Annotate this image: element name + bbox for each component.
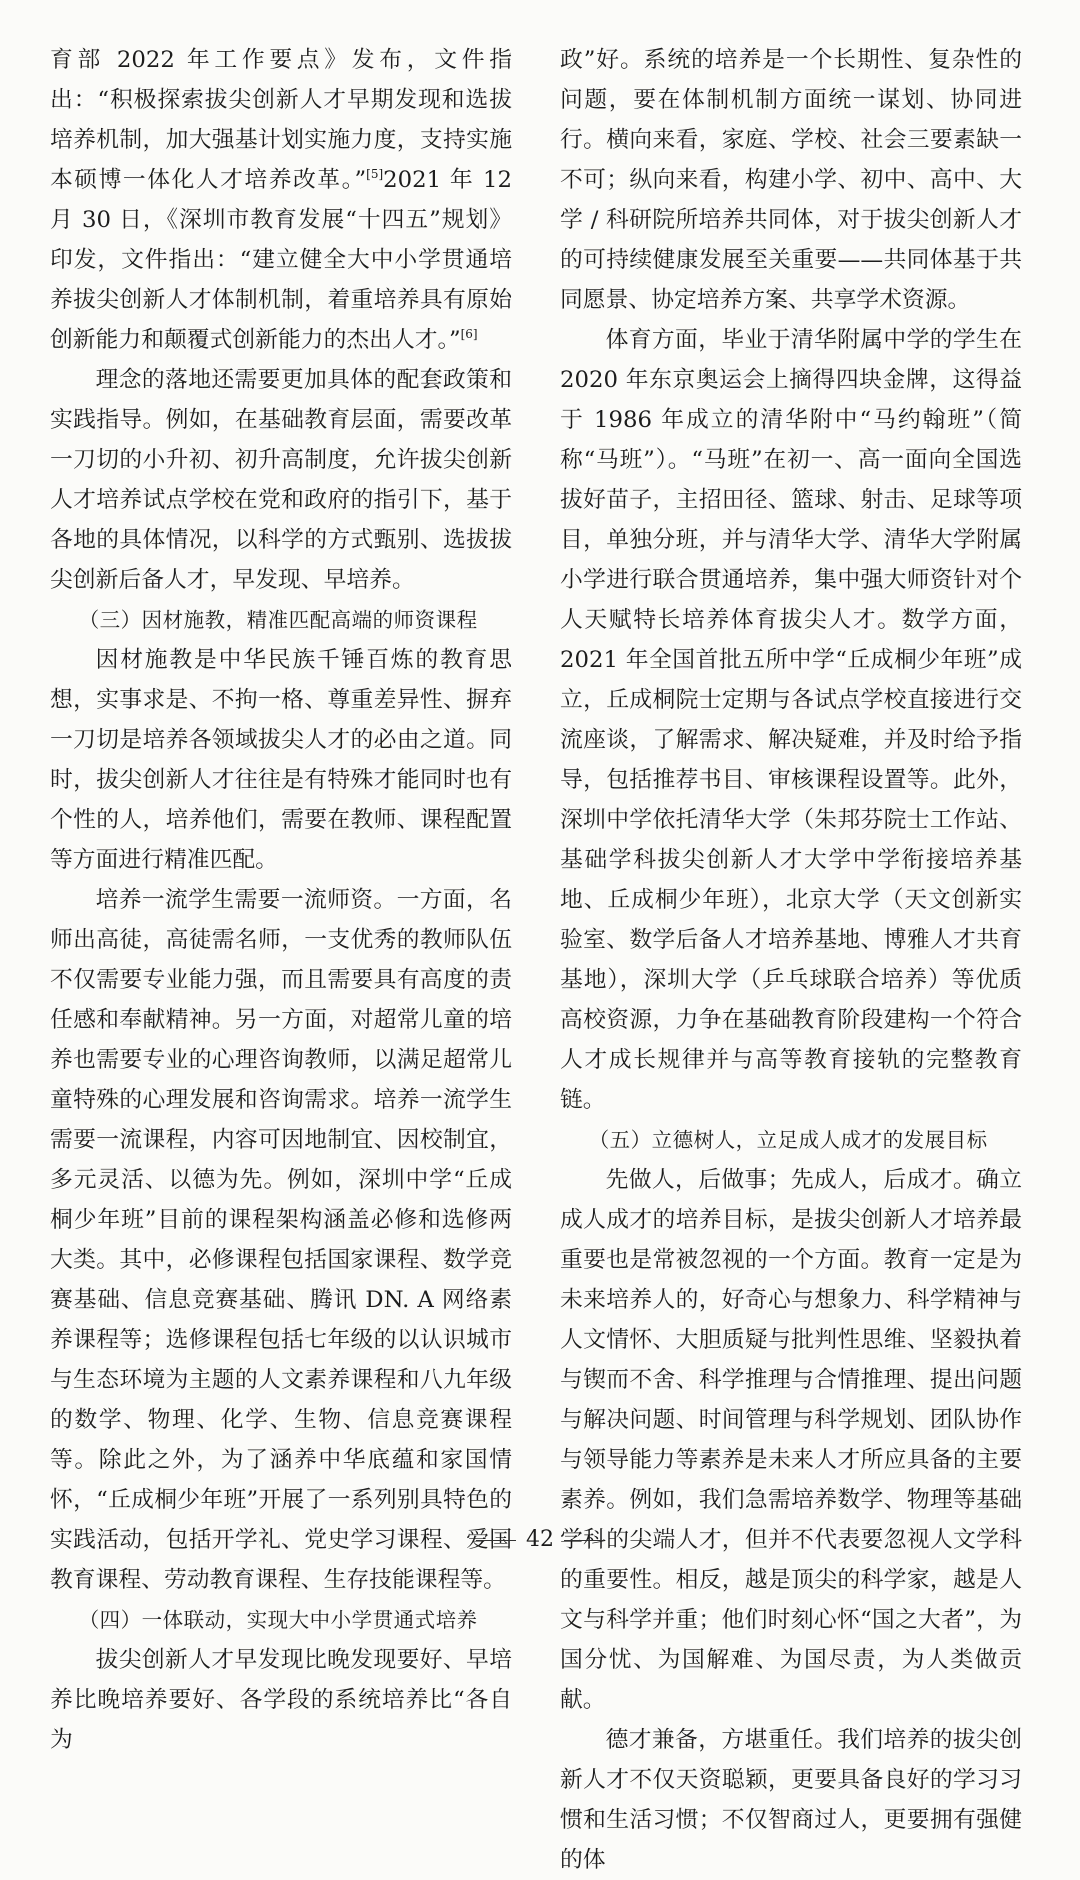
page-number: 42 bbox=[526, 1527, 554, 1552]
paragraph: 先做人，后做事；先成人，后成才。确立成人成才的培养目标，是拔尖创新人才培养最重要也是常被忽视的一个方面。教育一定是为未来培养人的，好奇心与想象力、科学精神与人文情怀、大胆质疑与批判性思维、坚毅执着与锲而不舍、科学推理与合情推理、提出问题与解决问题、时间管理与科学规划、团队协作与领导能力等素养是未来人才所应具备的主要素养。例如，我们急需培养数学、物理等基础学科的尖端人才，但并不代表要忽视人文学科的重要性。相反，越是顶尖的科学家，越是人文与科学并重；他们时刻心怀“国之大者”，为国分忧、为国解难、为国尽责，为人类做贡献。 bbox=[560, 1167, 1022, 1713]
footer-rule-right bbox=[564, 1540, 604, 1541]
paragraph: 理念的落地还需要更加具体的配套政策和实践指导。例如，在基础教育层面，需要改革一刀切的小升初、初升高制度，允许拔尖创新人才培养试点学校在党和政府的指引下，基于各地的具体情况，以科学的方式甄别、选拔拔尖创新后备人才，早发现、早培养。 bbox=[50, 367, 512, 593]
paragraph: 德才兼备，方堪重任。我们培养的拔尖创新人才不仅天资聪颖，更要具备良好的学习习惯和生活习惯；不仅智商过人，更要拥有强健的体 bbox=[560, 1727, 1022, 1873]
section-heading: （三）因材施教，精准匹配高端的师资课程 bbox=[78, 608, 478, 632]
citation-ref: [5] bbox=[366, 167, 384, 181]
section-heading: （四）一体联动，实现大中小学贯通式培养 bbox=[78, 1608, 478, 1632]
footer-rule-left bbox=[476, 1540, 516, 1541]
right-column bbox=[560, 40, 1022, 1880]
paragraph: 政”好。系统的培养是一个长期性、复杂性的问题，要在体制机制方面统一谋划、协同进行。横向来看，家庭、学校、社会三要素缺一不可；纵向来看，构建小学、初中、高中、大学 / 科研院所培养共同体，对于拔尖创新人才的可持续健康发展至关重要——共同体基于共同愿景、协定培养方案、共享学术资源。 bbox=[560, 47, 1022, 313]
paragraph: 培养一流学生需要一流师资。一方面，名师出高徒，高徒需名师，一支优秀的教师队伍不仅需要专业能力强，而且需要具有高度的责任感和奉献精神。另一方面，对超常儿童的培养也需要专业的心理咨询教师，以满足超常儿童特殊的心理发展和咨询需求。培养一流学生需要一流课程，内容可因地制宜、因校制宜，多元灵活、以德为先。例如，深圳中学“丘成桐少年班”目前的课程架构涵盖必修和选修两大类。其中，必修课程包括国家课程、数学竞赛基础、信息竞赛基础、腾讯 DN. A 网络素养课程等；选修课程包括七年级的以认识城市与生态环境为主题的人文素养课程和八九年级的数学、物理、化学、生物、信息竞赛课程等。除此之外，为了涵养中华底蕴和家国情怀，“丘成桐少年班”开展了一系列别具特色的实践活动，包括开学礼、党史学习课程、爱国教育课程、劳动教育课程、生存技能课程等。 bbox=[50, 887, 512, 1593]
citation-ref: [6] bbox=[460, 327, 478, 341]
left-column bbox=[50, 40, 512, 1760]
section-heading: （五）立德树人，立足成人成才的发展目标 bbox=[588, 1128, 988, 1152]
paragraph: 体育方面，毕业于清华附属中学的学生在 2020 年东京奥运会上摘得四块金牌，这得益于 1986 年成立的清华附中“马约翰班”（简称“马班”）。“马班”在初一、高一面向全国选拔好苗子，主招田径、篮球、射击、足球等项目，单独分班，并与清华大学、清华大学附属小学进行联合贯通培养，集中强大师资针对个人天赋特长培养体育拔尖人才。数学方面，2021 年全国首批五所中学“丘成桐少年班”成立，丘成桐院士定期与各试点学校直接进行交流座谈，了解需求、解决疑难，并及时给予指导，包括推荐书目、审核课程设置等。此外，深圳中学依托清华大学（朱邦芬院士工作站、基础学科拔尖创新人才大学中学衔接培养基地、丘成桐少年班），北京大学（天文创新实验室、数学后备人才培养基地、博雅人才共育基地），深圳大学（乒乓球联合培养）等优质高校资源，力争在基础教育阶段建构一个符合人才成长规律并与高等教育接轨的完整教育链。 bbox=[560, 327, 1022, 1113]
paragraph: 拔尖创新人才早发现比晚发现要好、早培养比晚培养要好、各学段的系统培养比“各自为 bbox=[50, 1647, 512, 1753]
paragraph bbox=[50, 40, 512, 360]
paragraph-text: 育部 2022 年工作要点》发布，文件指出：“积极探索拔尖创新人才早期发现和选拔培养机制，加大强基计划实施力度，支持实施本硕博一体化人才培养改革。” bbox=[50, 47, 512, 193]
paragraph: 因材施教是中华民族千锤百炼的教育思想，实事求是、不拘一格、尊重差异性、摒弃一刀切是培养各领域拔尖人才的必由之道。同时，拔尖创新人才往往是有特殊才能同时也有个性的人，培养他们，需要在教师、课程配置等方面进行精准匹配。 bbox=[50, 647, 512, 873]
paragraph-text: 2021 年 12 月 30 日，《深圳市教育发展“十四五”规划》印发，文件指出：“建立健全大中小学贯通培养拔尖创新人才体制机制，着重培养具有原始创新能力和颠覆式创新能力的杰出人才。” bbox=[50, 167, 512, 353]
page-footer bbox=[0, 1526, 1080, 1554]
